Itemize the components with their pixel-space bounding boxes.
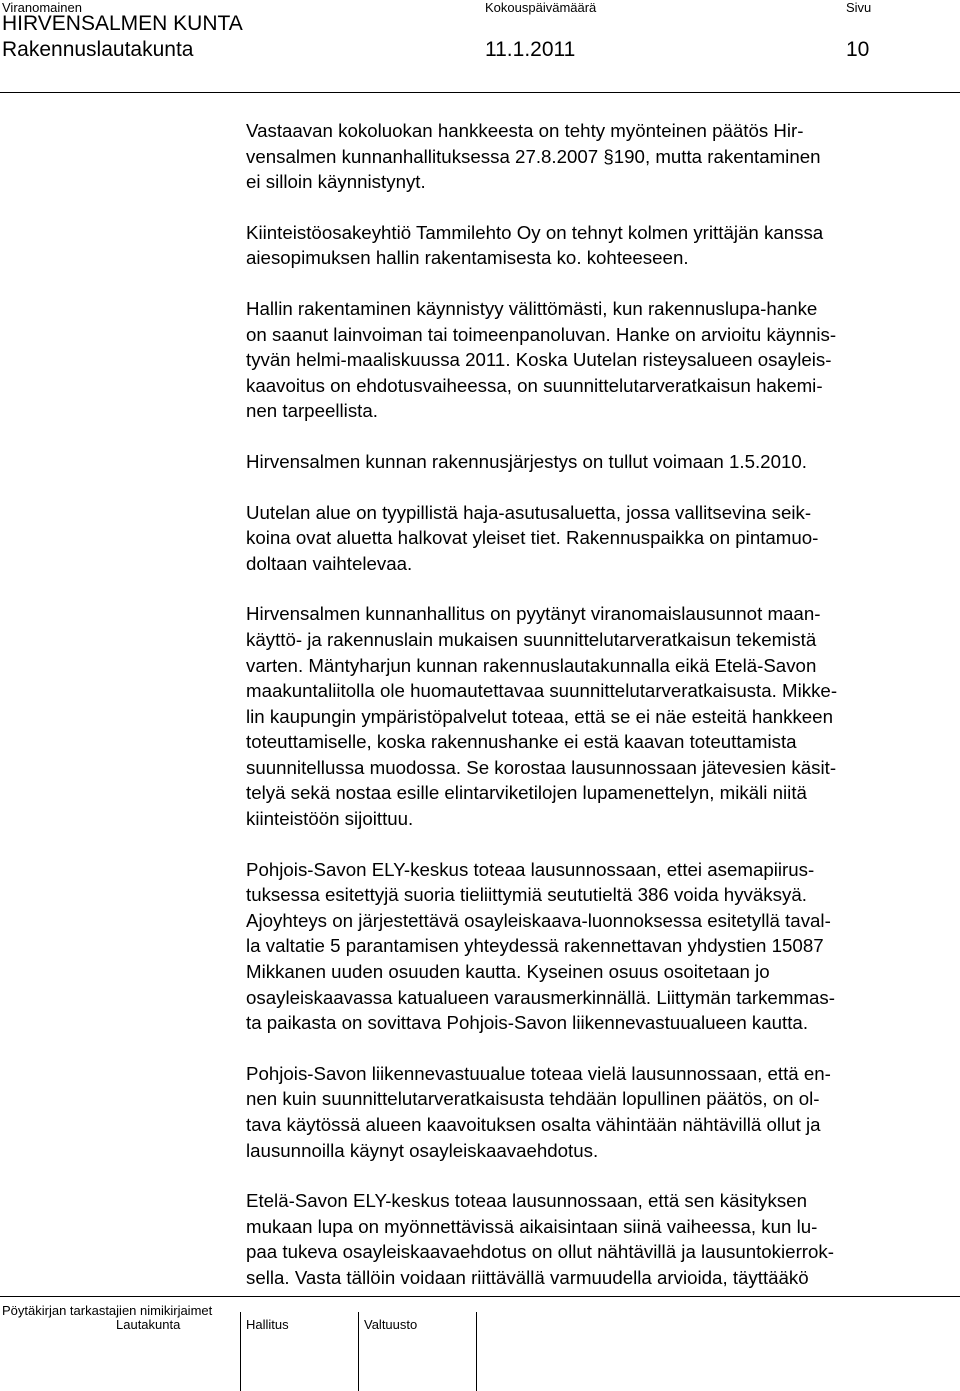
text-line: Kiinteistöosakeyhtiö Tammilehto Oy on tehnyt kolmen yrittäjän kanssa: [246, 221, 824, 243]
text-line: maakuntaliitolla ole huomautettavaa suunnittelutarveratkaisusta. Mikke-: [246, 680, 838, 702]
text-line: käyttö- ja rakennuslain mukaisen suunnittelutarveratkaisun tekemistä: [246, 628, 817, 650]
footer-divider: [0, 1296, 960, 1297]
paragraph: [246, 857, 946, 1036]
meeting-date-label: Kokouspäivämäärä: [485, 0, 597, 15]
text-line: tuksessa esitettyjä suoria tieliittymiä seututieltä 386 voida hyväksyä.: [246, 884, 807, 906]
document-body: [246, 118, 946, 1316]
text-line: mukaan lupa on myönnettävissä aikaisintaan siinä vaiheessa, kun lu-: [246, 1215, 818, 1237]
text-line: paa tukeva osayleiskaavaehdotus on ollut nähtävillä ja lausuntokierrok-: [246, 1241, 834, 1263]
paragraph: [246, 500, 946, 577]
text-line: aiesopimuksen hallin rakentamisesta ko. kohteeseen.: [246, 247, 689, 269]
text-line: kiinteistöön sijoittuu.: [246, 808, 414, 830]
authority-name: Rakennuslautakunta: [2, 38, 194, 61]
paragraph: [246, 1061, 946, 1163]
paragraph: [246, 296, 946, 424]
footer-title: Pöytäkirjan tarkastajien nimikirjaimet: [2, 1303, 213, 1318]
text-line: Etelä-Savon ELY-keskus toteaa lausunnossaan, että sen käsityksen: [246, 1190, 807, 1212]
text-line: Vastaavan kokoluokan hankkeesta on tehty myönteinen päätös Hir-: [246, 120, 804, 141]
page-number: 10: [846, 38, 870, 61]
text-line: Uutelan alue on tyypillistä haja-asutusaluetta, jossa vallitsevina seik-: [246, 501, 812, 523]
text-line: nen tarpeellista.: [246, 400, 378, 422]
meeting-date: 11.1.2011: [485, 38, 576, 61]
text-line: lausunnoilla käynyt osayleiskaavaehdotus.: [246, 1139, 599, 1161]
text-line: kaavoitus on ehdotusvaiheessa, on suunnittelutarveratkaisun hakemi-: [246, 374, 823, 396]
text-line: suunnitellussa muodossa. Se korostaa lausunnossaan jätevesien käsit-: [246, 756, 837, 778]
text-line: Hirvensalmen kunnan rakennusjärjestys on tullut voimaan 1.5.2010.: [246, 450, 807, 472]
text-line: telyä sekä nostaa esille elintarviketilojen lupamenettelyn, mikäli niitä: [246, 782, 807, 804]
paragraph: [246, 601, 946, 831]
text-line: Hallin rakentaminen käynnistyy välittömästi, kun rakennuslupa-hanke: [246, 297, 818, 319]
organization-name: HIRVENSALMEN KUNTA: [2, 12, 243, 35]
text-line: sella. Vasta tällöin voidaan riittävällä varmuudella arvioida, täyttääkö: [246, 1266, 809, 1288]
text-line: on saanut lainvoiman tai toimeenpanoluvan. Hanke on arvioitu käynnis-: [246, 323, 837, 345]
page-label: Sivu: [846, 0, 872, 15]
text-line: tava käytössä alueen kaavoituksen osalta vähintään nähtävillä ollut ja: [246, 1114, 821, 1135]
paragraph: [246, 118, 946, 195]
footer-council-label: Valtuusto: [364, 1317, 418, 1332]
footer-board-label: Hallitus: [246, 1317, 289, 1332]
text-line: Hirvensalmen kunnanhallitus on pyytänyt viranomaislausunnot maan-: [246, 603, 821, 625]
text-line: la valtatie 5 parantamisen yhteydessä rakennettavan yhdystien 15087: [246, 935, 824, 957]
text-line: koina ovat aluetta halkovat yleiset tiet. Rakennuspaikka on pintamuo-: [246, 527, 819, 549]
text-line: Pohjois-Savon ELY-keskus toteaa lausunnossaan, ettei asemapiirus-: [246, 858, 815, 880]
paragraph: [246, 220, 946, 271]
text-line: Mikkanen uuden osuuden kautta. Kyseinen osuus osoitetaan jo: [246, 961, 770, 983]
text-line: nen kuin suunnittelutarveratkaisusta tehdään lopullinen päätös, on ol-: [246, 1088, 820, 1110]
text-line: Ajoyhteys on järjestettävä osayleiskaava-luonnoksessa esitetyllä taval-: [246, 909, 831, 931]
footer-col-divider-2: [358, 1312, 359, 1391]
text-line: Pohjois-Savon liikennevastuualue toteaa vielä lausunnossaan, että en-: [246, 1062, 831, 1084]
paragraph: [246, 449, 946, 475]
text-line: varten. Mäntyharjun kunnan rakennuslautakunnalla eikä Etelä-Savon: [246, 654, 817, 676]
text-line: vensalmen kunnanhallituksessa 27.8.2007 §190, mutta rakentaminen: [246, 145, 821, 167]
footer-col-divider-1: [240, 1312, 241, 1391]
footer-col-divider-3: [476, 1312, 477, 1391]
text-line: doltaan vaihtelevaa.: [246, 552, 413, 574]
text-line: tyvän helmi-maaliskuussa 2011. Koska Uutelan risteysalueen osayleis-: [246, 349, 832, 371]
paragraph: [246, 1188, 946, 1290]
header-divider: [0, 92, 960, 93]
text-line: lin kaupungin ympäristöpalvelut toteaa, että se ei näe esteitä hankkeen: [246, 705, 833, 727]
text-line: toteuttamiselle, koska rakennushanke ei estä kaavan toteuttamista: [246, 731, 797, 753]
text-line: osayleiskaavassa katualueen varausmerkinnällä. Liittymän tarkemmas-: [246, 986, 835, 1008]
text-line: ta paikasta on sovittava Pohjois-Savon liikennevastuualueen kautta.: [246, 1012, 809, 1034]
authority-label: Viranomainen: [2, 0, 82, 15]
text-line: ei silloin käynnistynyt.: [246, 171, 426, 193]
footer-committee-label: Lautakunta: [116, 1317, 181, 1332]
